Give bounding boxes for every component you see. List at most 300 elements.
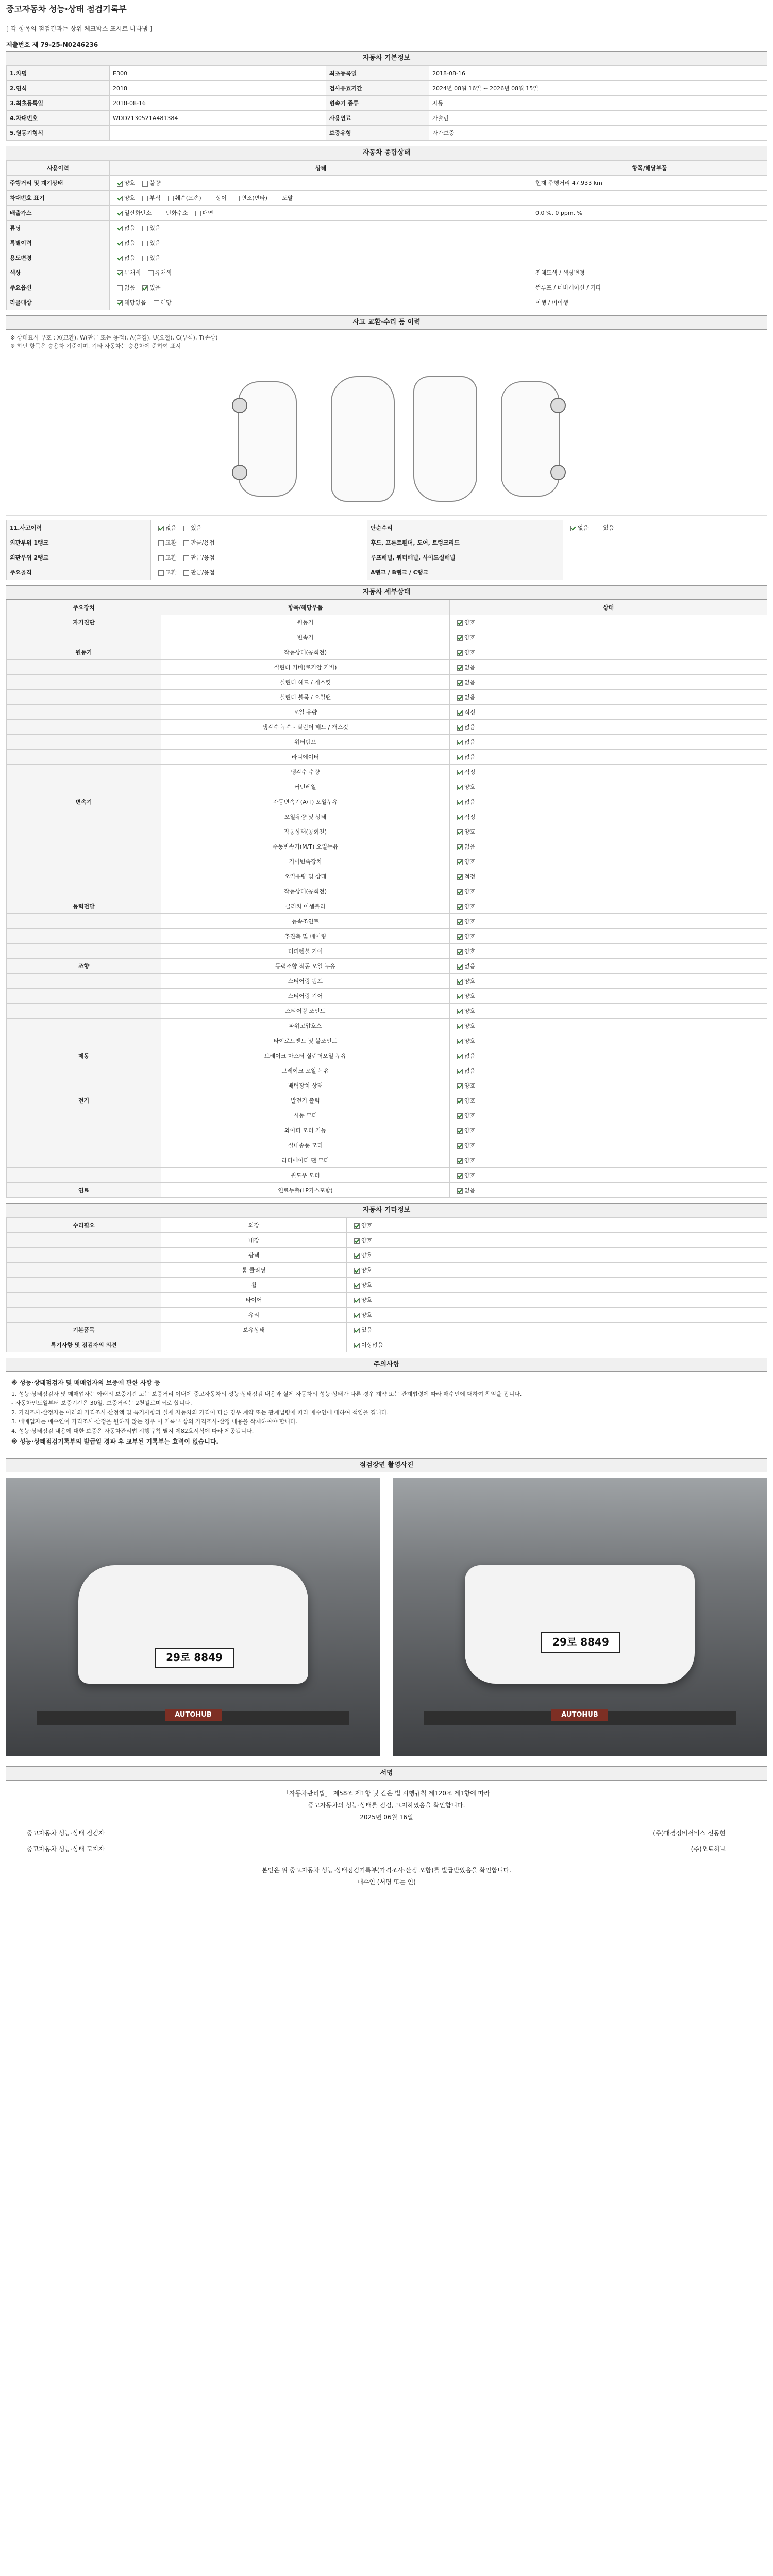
detail-title: 자동차 세부상태 (6, 585, 767, 600)
notes-line: 1. 성능·상태점검자 및 매매업자는 아래의 보증기간 또는 보증거리 이내에 중고자동차의 성능·상태점검 내용과 실제 자동차의 성능·상태가 다른 경우 계약 또는 관계법령에 따라 매수인에 대하여 책임을 집니다. (11, 1391, 522, 1397)
detail-row (7, 735, 767, 750)
status-option[interactable] (271, 194, 293, 202)
status-option[interactable] (191, 209, 213, 217)
checkbox[interactable] (183, 555, 189, 561)
checkbox-label: 판금/용접 (191, 539, 215, 546)
accident-option[interactable] (154, 538, 176, 547)
status-option[interactable] (138, 253, 160, 262)
detail-item: 오일유량 및 상태 (161, 809, 450, 824)
detail-group (7, 824, 161, 839)
dealer-row (27, 1844, 746, 1853)
detail-group (7, 675, 161, 690)
detail-state (450, 794, 767, 809)
checkbox[interactable] (148, 270, 154, 276)
checkbox[interactable] (457, 620, 463, 626)
accident-right-option[interactable] (592, 523, 614, 532)
detail-item: 자동변속기(A/T) 오일누유 (161, 794, 450, 809)
accident-label: 외판부위 1랭크 (7, 535, 151, 550)
basic-label: 3.최초등록일 (7, 96, 110, 111)
checkbox[interactable] (457, 1039, 463, 1044)
detail-row (7, 824, 767, 839)
checkbox[interactable] (457, 1069, 463, 1074)
detail-state-label: 양호 (464, 1127, 476, 1134)
checkbox-label: 판금/용접 (191, 569, 215, 576)
status-table (6, 160, 767, 310)
detail-row (7, 765, 767, 779)
detail-state (450, 1019, 767, 1033)
detail-state (450, 929, 767, 944)
basic-value: 2018-08-16 (110, 96, 326, 111)
checkbox-label: 해당없음 (124, 299, 146, 306)
detail-group (7, 705, 161, 720)
detail-group (7, 869, 161, 884)
detail-state (450, 1063, 767, 1078)
status-option[interactable] (113, 268, 141, 277)
detail-state-label: 양호 (464, 1038, 476, 1044)
checkbox[interactable] (457, 770, 463, 775)
inspector-label: 중고자동차 성능·상태 점검자 (27, 1829, 105, 1837)
detail-state (450, 854, 767, 869)
detail-row (7, 944, 767, 959)
detail-row (7, 794, 767, 809)
detail-state (450, 1048, 767, 1063)
checkbox[interactable] (457, 889, 463, 895)
checkbox[interactable] (354, 1283, 360, 1289)
status-option[interactable] (138, 179, 160, 187)
detail-row (7, 690, 767, 705)
detail-state-label: 양호 (464, 619, 476, 626)
detail-group (7, 750, 161, 765)
detail-group (7, 1063, 161, 1078)
checkbox[interactable] (354, 1253, 360, 1259)
checkbox-label: 부식 (149, 195, 161, 201)
checkbox[interactable] (457, 755, 463, 760)
checkbox[interactable] (457, 934, 463, 940)
detail-state-label: 없음 (464, 679, 476, 686)
photos-area (6, 1472, 767, 1761)
checkbox[interactable] (117, 256, 123, 261)
checkbox[interactable] (457, 695, 463, 701)
checkbox[interactable] (158, 540, 164, 546)
detail-group (7, 1123, 161, 1138)
status-option[interactable] (149, 298, 172, 307)
basic-label: 최초등록일 (326, 66, 429, 81)
checkbox[interactable] (142, 285, 148, 291)
checkbox[interactable] (596, 526, 601, 531)
detail-row (7, 899, 767, 914)
other-group (7, 1248, 161, 1263)
status-option[interactable] (113, 239, 135, 247)
front-photo (6, 1478, 380, 1756)
dealer-name: (주)오토허브 (691, 1845, 726, 1853)
checkbox[interactable] (457, 1024, 463, 1029)
checkbox[interactable] (354, 1238, 360, 1244)
checkbox[interactable] (457, 800, 463, 805)
checkbox[interactable] (457, 635, 463, 641)
checkbox[interactable] (209, 196, 214, 201)
status-label: 차대번호 표기 (7, 191, 110, 206)
detail-state (450, 809, 767, 824)
checkbox[interactable] (457, 1173, 463, 1179)
basic-label: 4.차대번호 (7, 111, 110, 126)
checkbox[interactable] (457, 1158, 463, 1164)
checkbox[interactable] (142, 256, 148, 261)
detail-state (450, 1033, 767, 1048)
checkbox[interactable] (142, 241, 148, 246)
accident-right-options (563, 520, 767, 535)
notes-lines (11, 1390, 762, 1435)
detail-state-label: 양호 (464, 649, 476, 656)
detail-state-label: 적정 (464, 709, 476, 716)
status-row (7, 235, 767, 250)
accident-diagram-title: 사고 교환·수리 등 이력 (6, 315, 767, 330)
detail-row (7, 959, 767, 974)
checkbox[interactable] (457, 844, 463, 850)
detail-state-label: 없음 (464, 694, 476, 701)
checkbox[interactable] (457, 994, 463, 999)
detail-group (7, 735, 161, 750)
vehicle-diagram (6, 330, 767, 516)
basic-value: 자동 (429, 96, 767, 111)
detail-group (7, 1004, 161, 1019)
other-state (347, 1248, 767, 1263)
checkbox[interactable] (168, 196, 174, 201)
status-option[interactable] (205, 194, 227, 202)
checkbox[interactable] (354, 1313, 360, 1318)
checkbox[interactable] (457, 949, 463, 955)
checkbox[interactable] (117, 211, 123, 216)
checkbox[interactable] (457, 665, 463, 671)
checkbox[interactable] (457, 815, 463, 820)
status-option[interactable] (113, 298, 146, 307)
document-number-label: 제출번호 (6, 41, 30, 48)
accident-part: 후드, 프론트휀더, 도어, 트렁크리드 (367, 535, 563, 550)
accident-option[interactable] (154, 523, 176, 532)
checkbox[interactable] (457, 1098, 463, 1104)
detail-row (7, 989, 767, 1004)
checkbox[interactable] (457, 1113, 463, 1119)
status-option[interactable] (113, 283, 135, 292)
status-note: 썬루프 / 네비게이션 / 기타 (532, 280, 767, 295)
basic-value: 가솔린 (429, 111, 767, 126)
status-option[interactable] (138, 194, 160, 202)
checkbox[interactable] (457, 680, 463, 686)
accident-options (151, 520, 367, 535)
detail-group (7, 1108, 161, 1123)
status-option[interactable] (155, 209, 188, 217)
checkbox[interactable] (457, 964, 463, 970)
detail-table (6, 600, 767, 1198)
detail-row (7, 615, 767, 630)
detail-item: 작동상태(공회전) (161, 645, 450, 660)
checkbox[interactable] (117, 270, 123, 276)
checkbox-label: 없음 (124, 240, 136, 246)
basic-row (7, 111, 767, 126)
detail-item: 오일 유량 (161, 705, 450, 720)
status-option[interactable] (113, 194, 135, 202)
detail-state-label: 양호 (464, 1008, 476, 1014)
accident-part: A랭크 / B랭크 / C랭크 (367, 565, 563, 580)
detail-group (7, 944, 161, 959)
detail-state (450, 974, 767, 989)
other-item: 유리 (161, 1308, 347, 1323)
detail-item: 시동 모터 (161, 1108, 450, 1123)
status-label: 주행거리 및 계기상태 (7, 176, 110, 191)
detail-item: 냉각수 수량 (161, 765, 450, 779)
detail-row (7, 675, 767, 690)
detail-item: 클러치 어셈블리 (161, 899, 450, 914)
status-note (532, 191, 767, 206)
basic-value (110, 126, 326, 141)
other-info-table (6, 1217, 767, 1352)
checkbox-label: 있음 (149, 255, 161, 261)
accident-label: 주요골격 (7, 565, 151, 580)
accident-option[interactable] (179, 523, 201, 532)
checkbox[interactable] (354, 1328, 360, 1333)
status-header: 항목/해당부품 (532, 161, 767, 176)
detail-item: 등속조인트 (161, 914, 450, 929)
basic-info-title: 자동차 기본정보 (6, 51, 767, 65)
checkbox-label: 교환 (165, 569, 177, 576)
detail-item: 원동기 (161, 615, 450, 630)
basic-label: 5.원동기형식 (7, 126, 110, 141)
detail-state-label: 없음 (464, 1053, 476, 1059)
checkbox[interactable] (183, 526, 189, 531)
checkbox[interactable] (183, 570, 189, 576)
detail-row (7, 1168, 767, 1183)
checkbox-label: 양호 (124, 180, 136, 187)
signature-block (6, 1781, 767, 1894)
status-row (7, 221, 767, 235)
status-label: 색상 (7, 265, 110, 280)
checkbox[interactable] (142, 226, 148, 231)
other-row (7, 1263, 767, 1278)
checkbox[interactable] (354, 1298, 360, 1303)
checkbox[interactable] (457, 979, 463, 985)
detail-state (450, 989, 767, 1004)
checkbox[interactable] (457, 740, 463, 745)
checkbox[interactable] (457, 829, 463, 835)
other-row (7, 1233, 767, 1248)
status-header: 상태 (110, 161, 532, 176)
checkbox[interactable] (457, 1188, 463, 1194)
detail-group (7, 809, 161, 824)
detail-group (7, 630, 161, 645)
detail-item: 파워고압호스 (161, 1019, 450, 1033)
checkbox[interactable] (117, 241, 123, 246)
detail-state-label: 없음 (464, 799, 476, 805)
checkbox[interactable] (195, 211, 201, 216)
detail-state (450, 1183, 767, 1198)
other-state-label: 양호 (361, 1252, 373, 1259)
checkbox[interactable] (354, 1223, 360, 1229)
other-group (7, 1308, 161, 1323)
accident-table (6, 520, 767, 580)
status-header: 사용이력 (7, 161, 110, 176)
detail-group (7, 1138, 161, 1153)
status-row (7, 191, 767, 206)
checkbox[interactable] (158, 526, 164, 531)
checkbox[interactable] (158, 570, 164, 576)
status-options (110, 206, 532, 221)
status-label: 배출가스 (7, 206, 110, 221)
checkbox[interactable] (457, 859, 463, 865)
other-group (7, 1233, 161, 1248)
status-option[interactable] (138, 283, 160, 292)
other-group (7, 1293, 161, 1308)
detail-group (7, 660, 161, 675)
status-option[interactable] (138, 239, 160, 247)
checkbox[interactable] (570, 526, 576, 531)
status-option[interactable] (164, 194, 201, 202)
checkbox[interactable] (457, 1143, 463, 1149)
status-option[interactable] (230, 194, 267, 202)
status-option[interactable] (138, 224, 160, 232)
checkbox-label: 불량 (149, 180, 161, 187)
status-option[interactable] (113, 209, 152, 217)
detail-state (450, 884, 767, 899)
detail-state-label: 양호 (464, 1023, 476, 1029)
car-left-side (238, 381, 297, 497)
checkbox-label: 교환 (165, 554, 177, 561)
other-state-label: 양호 (361, 1237, 373, 1244)
checkbox[interactable] (457, 710, 463, 716)
status-option[interactable] (144, 268, 172, 277)
accident-right-options (563, 550, 767, 565)
other-item: 타이어 (161, 1293, 347, 1308)
checkbox-label: 판금/용접 (191, 554, 215, 561)
checkbox[interactable] (117, 226, 123, 231)
checkbox[interactable] (457, 725, 463, 731)
checkbox[interactable] (457, 650, 463, 656)
inspector-row (27, 1828, 746, 1837)
detail-state-label: 없음 (464, 739, 476, 745)
basic-value: 2024년 08월 16일 ~ 2026년 08월 15일 (429, 81, 767, 96)
checkbox[interactable] (354, 1268, 360, 1274)
front-brand-sign: AUTOHUB (165, 1709, 222, 1721)
other-state-label: 양호 (361, 1282, 373, 1289)
detail-state-label: 양호 (464, 993, 476, 999)
other-item: 광택 (161, 1248, 347, 1263)
detail-state-label: 양호 (464, 1112, 476, 1119)
accident-option[interactable] (154, 553, 176, 562)
checkbox[interactable] (234, 196, 240, 201)
checkbox[interactable] (457, 1009, 463, 1014)
checkbox-label: 변조(변타) (241, 195, 267, 201)
detail-row (7, 1153, 767, 1168)
detail-state (450, 645, 767, 660)
detail-state-label: 양호 (464, 948, 476, 955)
accident-option[interactable] (179, 538, 214, 547)
status-option[interactable] (113, 253, 135, 262)
detail-group (7, 1168, 161, 1183)
rear-brand-sign: AUTOHUB (551, 1709, 608, 1721)
detail-group (7, 690, 161, 705)
checkbox[interactable] (142, 181, 148, 187)
checkbox[interactable] (457, 1128, 463, 1134)
accident-right-option[interactable] (566, 523, 589, 532)
detail-state-label: 양호 (464, 1157, 476, 1164)
other-group: 수리필요 (7, 1218, 161, 1233)
detail-item: 실내송풍 모터 (161, 1138, 450, 1153)
checkbox[interactable] (154, 300, 159, 306)
checkbox[interactable] (457, 904, 463, 910)
checkbox-label: 양호 (124, 195, 136, 201)
checkbox-label: 없음 (578, 524, 589, 531)
document-number (0, 38, 773, 51)
detail-item: 실린더 헤드 / 개스킷 (161, 675, 450, 690)
checkbox-label: 도말 (281, 195, 293, 201)
accident-option[interactable] (179, 553, 214, 562)
detail-row (7, 929, 767, 944)
accident-part: 단순수리 (367, 520, 563, 535)
checkbox[interactable] (275, 196, 280, 201)
detail-state (450, 1123, 767, 1138)
other-state (347, 1233, 767, 1248)
detail-state-label: 양호 (464, 858, 476, 865)
detail-state-label: 적정 (464, 769, 476, 775)
checkbox[interactable] (457, 785, 463, 790)
checkbox[interactable] (457, 1054, 463, 1059)
status-row (7, 176, 767, 191)
detail-group: 전기 (7, 1093, 161, 1108)
status-option[interactable] (113, 224, 135, 232)
status-options (110, 280, 532, 295)
accident-label: 11.사고이력 (7, 520, 151, 535)
checkbox-label: 무채색 (124, 269, 141, 276)
checkbox[interactable] (159, 211, 164, 216)
checkbox-label: 탄화수소 (166, 210, 188, 216)
detail-state-label: 양호 (464, 1097, 476, 1104)
detail-state-label: 없음 (464, 1067, 476, 1074)
checkbox[interactable] (117, 181, 123, 187)
detail-state-label: 없음 (464, 754, 476, 760)
checkbox-label: 있음 (149, 240, 161, 246)
detail-group (7, 1019, 161, 1033)
checkbox[interactable] (457, 1083, 463, 1089)
accident-option[interactable] (154, 568, 176, 577)
checkbox[interactable] (183, 540, 189, 546)
detail-item: 라디에이터 (161, 750, 450, 765)
checkbox[interactable] (354, 1343, 360, 1348)
detail-row (7, 1123, 767, 1138)
status-note: 0.0 %, 0 ppm, % (532, 206, 767, 221)
checkbox[interactable] (117, 285, 123, 291)
detail-item: 오일유량 및 상태 (161, 869, 450, 884)
status-option[interactable] (113, 179, 135, 187)
rear-plate: 29로 8849 (541, 1632, 620, 1653)
checkbox-label: 있음 (149, 284, 161, 291)
checkbox[interactable] (117, 196, 123, 201)
checkbox[interactable] (457, 874, 463, 880)
checkbox-label: 상이 (215, 195, 227, 201)
checkbox-label: 있음 (603, 524, 614, 531)
checkbox[interactable] (117, 300, 123, 306)
accident-option[interactable] (179, 568, 214, 577)
checkbox[interactable] (457, 919, 463, 925)
accident-options (151, 565, 367, 580)
sign-para-1: 「자동차관리법」 제58조 제1항 및 같은 법 시행규칙 제120조 제1항에 따라 (283, 1790, 490, 1797)
checkbox-label: 없음 (165, 524, 177, 531)
basic-label: 2.연식 (7, 81, 110, 96)
detail-group: 연료 (7, 1183, 161, 1198)
other-row (7, 1218, 767, 1233)
status-options (110, 191, 532, 206)
detail-item: 윈도우 모터 (161, 1168, 450, 1183)
checkbox[interactable] (142, 196, 148, 201)
other-item: 휠 (161, 1278, 347, 1293)
checkbox[interactable] (158, 555, 164, 561)
